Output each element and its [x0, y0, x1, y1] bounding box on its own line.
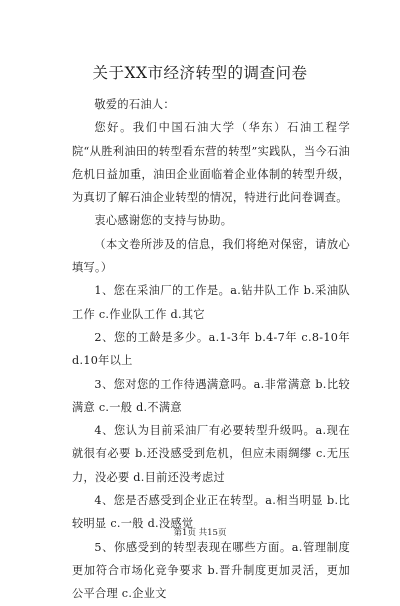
question-item: 4、您是否感受到企业正在转型。a.相当明显 b.比较明显 c.一般 d.没感觉 — [72, 494, 350, 531]
question-item: 4、您认为目前采油厂有必要转型升级吗。a.现在就很有必要 b.还没感受到危机，但应未雨绸缪 c.无压力，没必要 d.目前还没考虑过 — [72, 424, 350, 484]
intro-paragraph: 您好。我们中国石油大学（华东）石油工程学院“从胜利油田的转型看东营的转型”实践队，当今石油危机日益加重，油田企业面临着企业体制的转型升级，为真切了解石油企业转型的情况，特进行此问卷调查。 — [72, 121, 350, 205]
thanks-paragraph: 衷心感谢您的支持与协助。 — [94, 214, 233, 228]
question-item: 1、您在采油厂的工作是。a.钻井队工作 b.采油队工作 c.作业队工作 d.其它 — [72, 284, 350, 321]
question-item: 2、您的工龄是多少。a.1-3年 b.4-7年 c.8-10年 d.10年以上 — [72, 330, 350, 368]
document-title: 关于XX市经济转型的调查问卷 — [92, 64, 308, 82]
question-item: 5、你感受到的转型表现在哪些方面。a.管理制度更加符合市场化竞争要求 b.晋升制度更加灵活，更加公平合理 c.企业文 — [72, 540, 350, 601]
question-item: 3、您对您的工作待遇满意吗。a.非常满意 b.比较满意 c.一般 d.不满意 — [72, 377, 350, 414]
salutation: 敬爱的石油人： — [94, 98, 175, 111]
page-number: 第1页 共15页 — [173, 528, 227, 538]
privacy-note: （本文卷所涉及的信息，我们将绝对保密，请放心填写。） — [72, 237, 350, 275]
